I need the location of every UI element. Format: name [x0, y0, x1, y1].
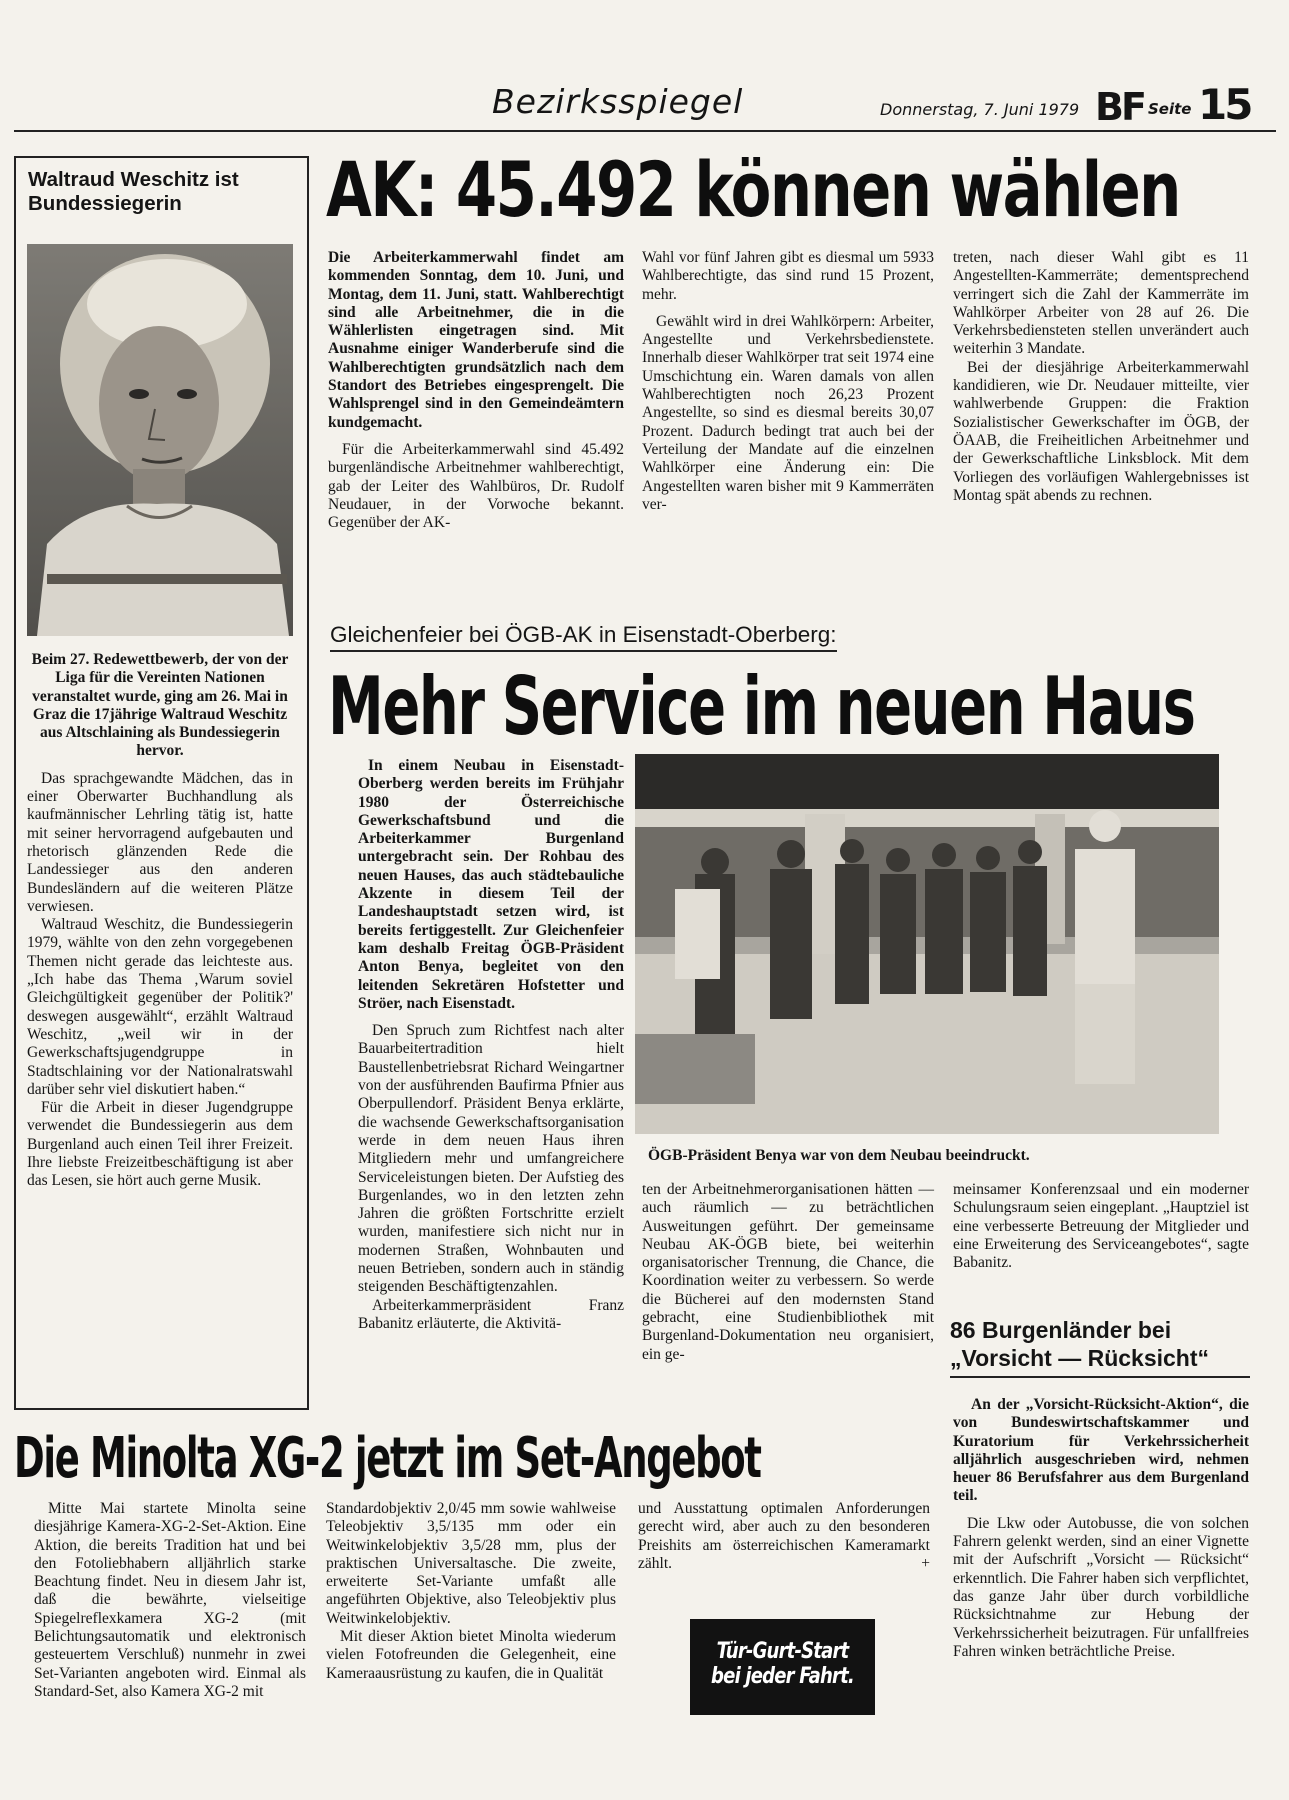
service-paragraph: Arbeiterkammerpräsident Franz Babanitz erläuterte, die Aktivitä-	[358, 1296, 624, 1332]
sidebar-paragraph: Das sprachgewandte Mädchen, das in einer Oberwarter Buchhandlung als kaufmännischer Lehrling tätig ist, hatte mit seiner hervorragend aufgebauten und rhetorisch glänzenden Rede die Landessieger aus den anderen Bundesländern auf die weiteren Plätze verwiesen.	[27, 769, 293, 915]
service-lead: In einem Neubau in Eisenstadt-Oberberg werden bereits im Frühjahr 1980 der Österreichische Gewerkschaftsbund und die Arbeiterkammer Burgenland untergebracht sein. Der Rohbau des neuen Hauses, das auch städtebauliche Akzente in diesem Teil der Landeshauptstadt setzen wird, ist bereits fertiggestellt. Zur Gleichenfeier kam deshalb Freitag ÖGB-Präsident Anton Benya, begleitet von den leitenden Sekretären Hofstetter und Ströer, nach Eisenstadt.	[358, 757, 624, 1012]
minolta-col-2	[326, 1500, 616, 1683]
seite-label: Seite	[1148, 100, 1192, 118]
service-col-3	[953, 1181, 1249, 1272]
ak-col-2	[642, 249, 934, 514]
ak-paragraph: Für die Arbeiterkammerwahl sind 45.492 burgenländische Arbeitnehmer wahlberechtigt, gab der Leiter des Wahlbüros, Dr. Rudolf Neudauer, in der Vorwoche bekannt. Gegenüber der AK-	[328, 440, 624, 532]
page-header	[0, 0, 1289, 130]
vorsicht-headline-line: „Vorsicht — Rücksicht“	[950, 1345, 1210, 1371]
paper-logo: BF	[1095, 85, 1144, 129]
service-paragraph: Den Spruch zum Richtfest nach alter Bauarbeitertradition hielt Baustellenbetriebsrat Richard Weingartner von der ausführenden Baufirma Pfnier aus Oberpullendorf. Präsident Benya erklärte, die wachsende Gewerkschaftsorganisation werde in dem neuen Haus ihren Mitgliedern mehr und umfangreichere Serviceleistungen bieten. Der Aufstieg des Burgenlandes, wo in den letzten zehn Jahren die größten Fortschritte erzielt wurden, manifestiere sich nicht nur in modernen Straßen, Wohnbauten und neuen Betrieben, sondern auch in ständig steigenden Beschäftigtenzahlen.	[358, 1022, 624, 1296]
ak-paragraph: Wahl vor fünf Jahren gibt es diesmal um 5933 Wahlberechtigte, das sind rund 15 Prozent, mehr.	[642, 249, 934, 303]
ad-line: bei jeder Fahrt.	[711, 1664, 854, 1689]
vorsicht-headline-line: 86 Burgenländer bei	[950, 1317, 1172, 1343]
service-kicker: Gleichenfeier bei ÖGB-AK in Eisenstadt-Oberberg:	[330, 622, 837, 652]
service-paragraph: meinsamer Konferenzsaal und ein moderner Schulungsraum seien eingeplant. „Hauptziel ist eine verbesserte Betreuung der Mitglieder und eine Erweiterung des Serviceangebotes“, sagte Babanitz.	[953, 1181, 1249, 1272]
vorsicht-headline	[950, 1316, 1250, 1378]
sidebar-title: Waltraud Weschitz ist Bundessiegerin	[28, 168, 239, 215]
photo-caption: ÖGB-Präsident Benya war von dem Neubau beeindruckt.	[648, 1147, 1030, 1164]
ak-lead: Die Arbeiterkammerwahl findet am kommenden Sonntag, dem 10. Juni, und Montag, dem 11. Juni, statt. Wahlberechtigt sind alle Arbeitnehmer, die in die Wählerlisten eingetragen sind. Mit Ausnahme einiger Wanderberufe sind die Wahlberechtigten grundsätzlich nach dem Standort des Betriebes eingesprengelt. Die Wahlsprengel sind in den Gemeindeämtern kundgemacht.	[328, 249, 624, 431]
sidebar-lead: Beim 27. Redewettbewerb, der von der Liga für die Vereinten Nationen veranstaltet wurde, ging am 26. Mai in Graz die 17jährige Waltraud Weschitz aus Altschlaining als Bundessiegerin hervor.	[31, 651, 289, 760]
vorsicht-paragraph: Die Lkw oder Autobusse, die von solchen Fahrern gelenkt werden, sind an einer Vignette mit der Aufschrift „Vorsicht — Rücksicht“ erkenntlich. Die Fahrer haben sich verpflichtet, das ganze Jahr über durch vorbildliche Rücksichtnahme zur Hebung der Verkehrssicherheit beizutragen. Für unfallfreies Fahren winken beträchtliche Preise.	[953, 1514, 1249, 1660]
header-rule	[14, 130, 1276, 132]
vorsicht-lead: An der „Vorsicht-Rücksicht-Aktion“, die von Bundeswirtschaftskammer und Kuratorium für Verkehrssicherheit alljährlich ausgeschrieben wird, nehmen heuer 86 Berufsfahrer aus dem Burgenland teil.	[953, 1396, 1249, 1505]
ak-col-3	[953, 249, 1249, 505]
portrait-image	[27, 244, 293, 636]
article-end-mark: +	[921, 1554, 930, 1572]
minolta-col-1	[34, 1500, 306, 1701]
vorsicht-body	[953, 1396, 1249, 1661]
sidebar-body	[27, 651, 293, 1191]
ak-paragraph: Bei der diesjährige Arbeiterkammerwahl kandidieren, wie Dr. Neudauer mitteilte, vier wahlwerbende Gruppen: die Fraktion Sozialistischer Gewerkschafter im ÖGB, der ÖAAB, die Freiheitlichen Arbeitnehmer und der Gewerkschaftliche Linksblock. Mit dem Vorliegen des vorläufigen Wahlergebnisses ist Montag spät abends zu rechnen.	[953, 358, 1249, 504]
service-headline: Mehr Service im neuen Haus	[328, 660, 1195, 753]
minolta-col-3	[638, 1500, 930, 1573]
section-title: Bezirksspiegel	[492, 82, 744, 121]
sidebar-paragraph: Für die Arbeit in dieser Jugendgruppe verwendet die Bundessiegerin aus dem Burgenland auch einen Teil ihrer Freizeit. Ihre liebste Freizeitbeschäftigung ist aber das Lesen, sie hört auch gerne Musik.	[27, 1099, 293, 1190]
ad-line: Tür-Gurt-Start	[716, 1639, 849, 1664]
construction-photo	[635, 754, 1219, 1134]
service-col-2	[642, 1181, 934, 1364]
safety-ad	[690, 1619, 875, 1715]
portrait-photo	[27, 244, 293, 636]
minolta-paragraph: Mit dieser Aktion bietet Minolta wiederum vielen Fotofreunden die Gelegenheit, eine Kameraausrüstung zu kaufen, die in Qualität	[326, 1628, 616, 1682]
minolta-paragraph: Standardobjektiv 2,0/45 mm sowie wahlweise Teleobjektiv 3,5/135 mm oder ein Weitwinkelobjektiv 3,5/28 mm, plus der praktischen Universaltasche. Die zweite, erweiterte Set-Variante umfaßt alle angeführten Objektive, also Teleobjektiv plus Weitwinkelobjektiv.	[326, 1500, 616, 1627]
service-paragraph: ten der Arbeitnehmerorganisationen hätten — auch räumlich — zu beträchtlichen Ausweitungen geführt. Der gemeinsame Neubau AK-ÖGB biete, bei weiterhin organisatorischer Trennung, die Chance, die Koordination weiter zu verbessern. So werde die Bücherei auf den modernsten Stand gebracht, eine Studienbibliothek mit Burgenland-Dokumentation neu organisiert, ein ge-	[642, 1181, 934, 1363]
ak-paragraph: Gewählt wird in drei Wahlkörpern: Arbeiter, Angestellte und Verkehrsbedienstete. Innerhalb dieser Wahlkörper trat seit 1974 eine Umschichtung ein. Waren damals von allen Wahlberechtigten noch 26,23 Prozent Angestellte, so sind es diesmal bereits 30,07 Prozent. Dadurch bedingt trat auch bei der Verteilung der Mandate auf die einzelnen Wahlkörper eine Änderung ein: Die Angestellten waren bisher mit 9 Kammerräten ver-	[642, 312, 934, 513]
ak-paragraph: treten, nach dieser Wahl gibt es 11 Angestellten-Kammerräte; dementsprechend verringert sich die Zahl der Kammerräte im Wahlkörper Arbeiter von 28 auf 26. Die Verkehrsbediensteten stellen unverändert auch weiterhin 3 Mandate.	[953, 249, 1249, 358]
ak-col-1	[328, 249, 624, 532]
issue-date: Donnerstag, 7. Juni 1979	[880, 100, 1080, 119]
minolta-paragraph: Mitte Mai startete Minolta seine diesjährige Kamera-XG-2-Set-Aktion. Eine Aktion, die bereits Tradition hat und bei den Fotoliebhabern alljährlich starke Beachtung findet. Neu in diesem Jahr ist, daß die bewährte, vielseitige Spiegelreflexkamera XG-2 (mit Belichtungsautomatik und elektronisch gesteuertem Verschluß) nunmehr in zwei Set-Varianten angeboten wird. Einmal als Standard-Set, also Kamera XG-2 mit	[34, 1500, 306, 1700]
minolta-col3-text: und Ausstattung optimalen Anforderungen gerecht wird, aber auch zu den besonderen Preishits am österreichischen Kameramarkt zählt.	[638, 1500, 930, 1572]
page-number: 15	[1198, 80, 1251, 129]
sidebar-paragraph: Waltraud Weschitz, die Bundessiegerin 1979, wählte von den zehn vorgegebenen Themen nicht gerade das leichteste aus. „Ich habe das Thema ‚Warum soviel Gleichgültigkeit gegenüber der Politik?' deswegen ausgewählt“, erzählt Waltraud Weschitz, „weil wir in der Gewerkschaftsjugendgruppe in Stadtschlaining vor der Nationalratswahl darüber sehr viel diskutiert haben.“	[27, 916, 293, 1098]
ak-headline: AK: 45.492 können wählen	[326, 145, 1180, 234]
construction-image	[635, 754, 1219, 1134]
minolta-headline: Die Minolta XG-2 jetzt im Set-Angebot	[14, 1426, 761, 1491]
minolta-paragraph	[638, 1500, 930, 1573]
service-col-1	[358, 757, 624, 1333]
